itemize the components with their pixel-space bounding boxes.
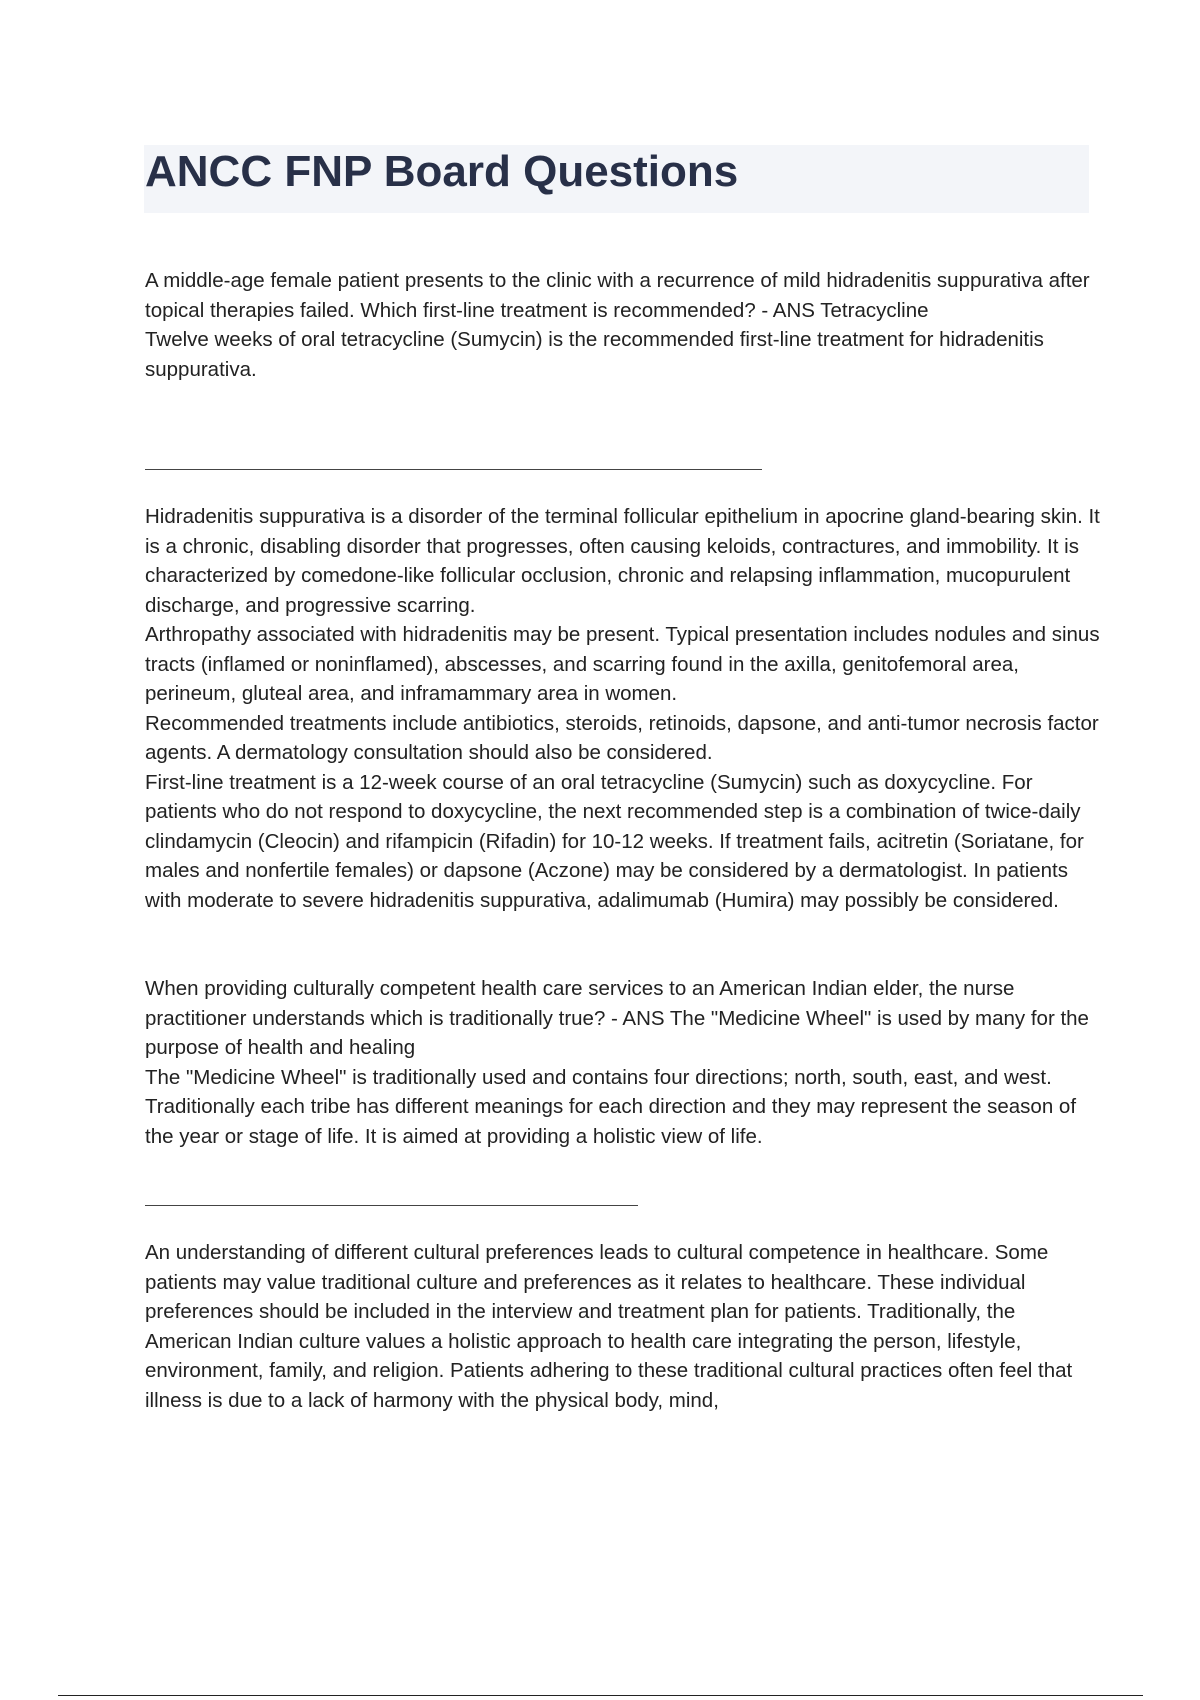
rationale-1 xyxy=(145,502,1105,915)
question-1-text: A middle-age female patient presents to the clinic with a recurrence of mild hidradenitis suppurativa after topical therapies failed. Which first-line treatment is recommended? - ANS Tetracycline xyxy=(145,269,1090,322)
page-bottom-rule xyxy=(58,1695,1143,1696)
question-2-text: When providing culturally competent health care services to an American Indian elder, the nurse practitioner understands which is traditionally true? - ANS The "Medicine Wheel" is used by many for the purpose of health and healing xyxy=(145,977,1089,1059)
page-title: ANCC FNP Board Questions xyxy=(145,147,739,196)
question-2-answer-detail: The "Medicine Wheel" is traditionally used and contains four directions; north, south, east, and west. Traditionally each tribe has different meanings for each direction and they may represent the season of the year or stage of life. It is aimed at providing a holistic view of life. xyxy=(145,1065,1077,1148)
section-divider-1 xyxy=(145,469,762,470)
section-divider-2 xyxy=(145,1205,638,1206)
rationale-2 xyxy=(145,1238,1105,1415)
question-1-answer-detail: Twelve weeks of oral tetracycline (Sumycin) is the recommended first-line treatment for hidradenitis suppurativa. xyxy=(145,328,1044,381)
rationale-1-paragraph-4: First-line treatment is a 12-week course of an oral tetracycline (Sumycin) such as doxycycline. For patients who do not respond to doxycycline, the next recommended step is a combination of twice-daily clindamycin (Cleocin) and rifampicin (Rifadin) for 10-12 weeks. If treatment fails, acitretin (Soriatane, for males and nonfertile females) or dapsone (Aczone) may be considered by a dermatologist. In patients with moderate to severe hidradenitis suppurativa, adalimumab (Humira) may possibly be considered. xyxy=(145,770,1084,912)
question-1 xyxy=(145,266,1105,384)
question-2 xyxy=(145,974,1105,1151)
rationale-1-paragraph-1: Hidradenitis suppurativa is a disorder of the terminal follicular epithelium in apocrine gland-bearing skin. It is a chronic, disabling disorder that progresses, often causing keloids, contractures, and immobility. It is characterized by comedone-like follicular occlusion, chronic and relapsing inflammation, mucopurulent discharge, and progressive scarring. xyxy=(145,505,1100,617)
rationale-1-paragraph-2: Arthropathy associated with hidradenitis may be present. Typical presentation includes nodules and sinus tracts (inflamed or noninflamed), abscesses, and scarring found in the axilla, genitofemoral area, perineum, gluteal area, and inframammary area in women. xyxy=(145,623,1100,705)
rationale-2-paragraph: An understanding of different cultural preferences leads to cultural competence in healthcare. Some patients may value traditional culture and preferences as it relates to healthcare. These individual preferences should be included in the interview and treatment plan for patients. Traditionally, the American Indian culture values a holistic approach to health care integrating the person, lifestyle, environment, family, and religion. Patients adhering to these traditional cultural practices often feel that illness is due to a lack of harmony with the physical body, mind, xyxy=(145,1241,1073,1412)
rationale-1-paragraph-3: Recommended treatments include antibiotics, steroids, retinoids, dapsone, and anti-tumor necrosis factor agents. A dermatology consultation should also be considered. xyxy=(145,711,1099,764)
